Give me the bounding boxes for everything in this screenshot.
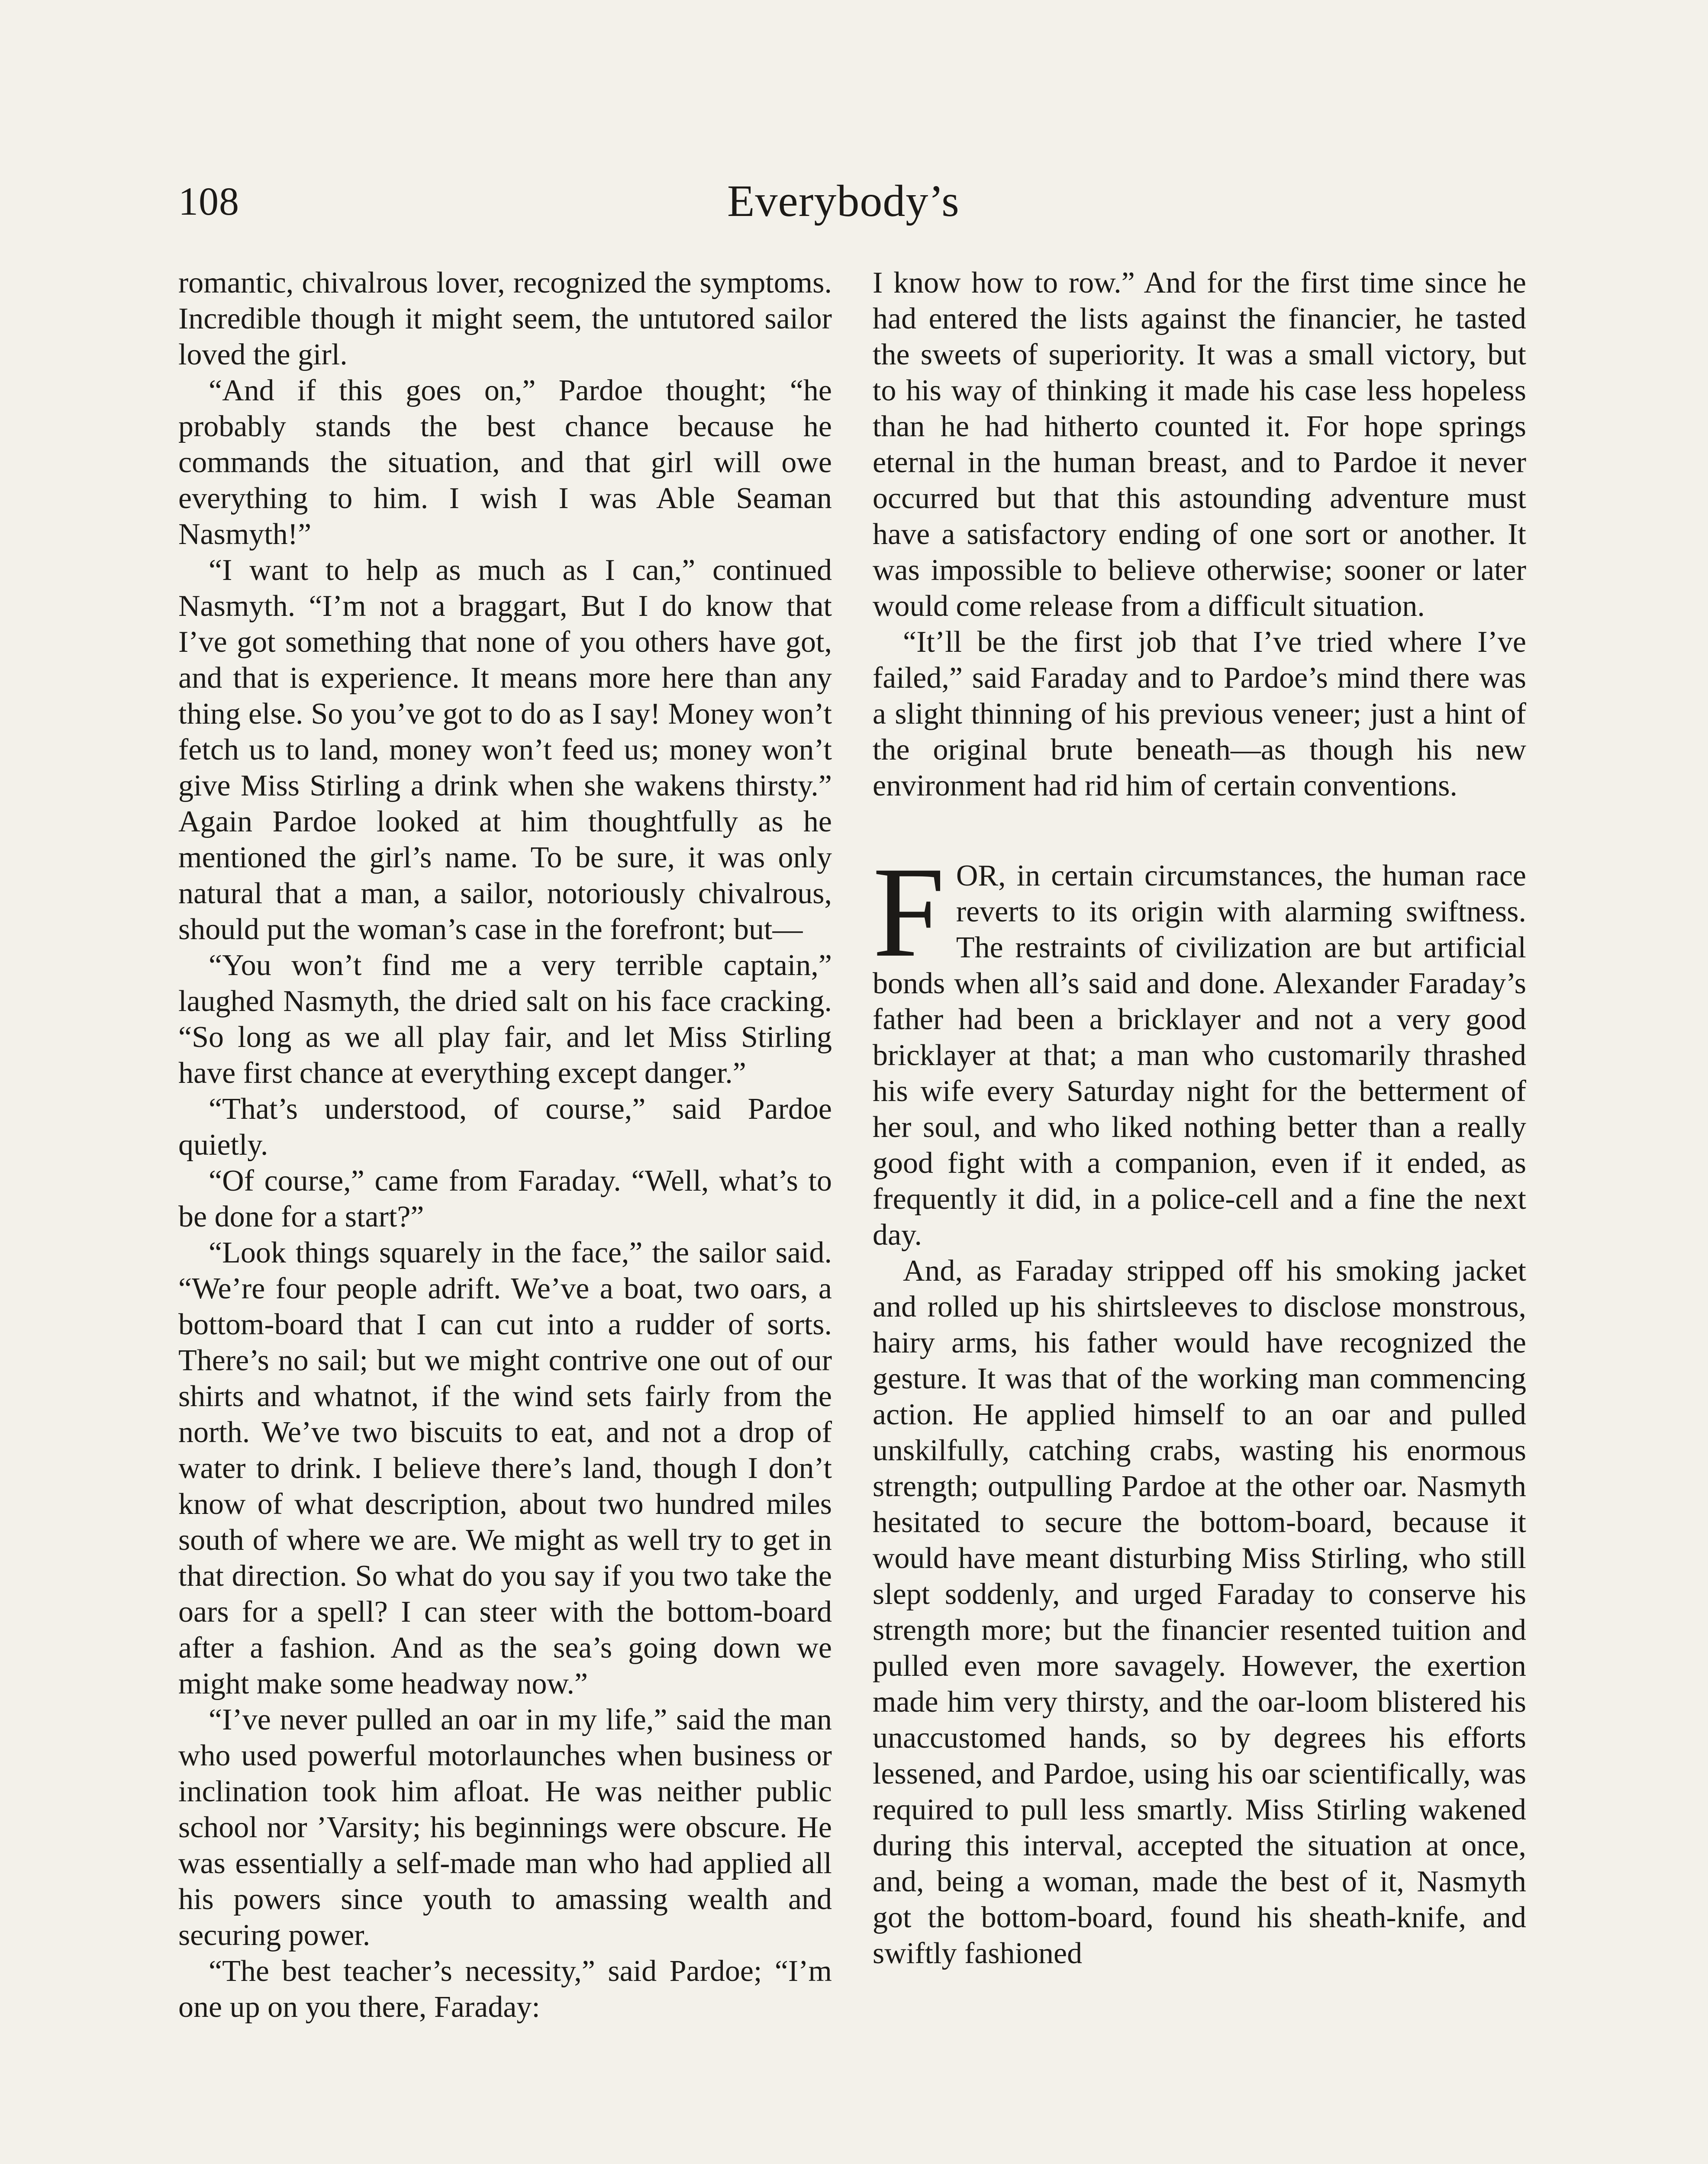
- page-number: 108: [178, 179, 239, 223]
- paragraph: “The best teacher’s necessity,” said Pardoe; “I’m one up on you there, Faraday:: [178, 1955, 832, 2024]
- section-opening-text: OR, in certain circumstances, the human race reverts to its origin with alarming swiftness. The restraints of civilization are but artificial bonds when all’s said and done. Alexander Faraday’s father had been a bricklayer and not a very good bricklayer at that; a man who customarily thrashed his wife every Saturday night for the betterment of her soul, and who liked nothing better than a really good fight with a companion, even if it ended, as frequently it did, in a police-cell and a fine the next day.: [873, 859, 1526, 1252]
- paragraph: And, as Faraday stripped off his smoking jacket and rolled up his shirtsleeves to disclose monstrous, hairy arms, his father would have recognized the gesture. It was that of the working man commencing action. He applied himself to an oar and pulled unskilfully, catching crabs, wasting his enormous strength; outpulling Pardoe at the other oar. Nasmyth hesitated to secure the bottom-board, because it would have meant disturbing Miss Stirling, who still slept soddenly, and urged Faraday to conserve his strength more; but the financier resented tuition and pulled even more savagely. However, the exertion made him very thirsty, and the oar-loom blistered his unaccustomed hands, so by degrees his efforts lessened, and Pardoe, using his oar scientifically, was required to pull less smartly. Miss Stirling wakened during this interval, accepted the situation at once, and, being a woman, made the best of it, Nasmyth got the bottom-board, found his sheath-knife, and swiftly fashioned: [873, 1254, 1526, 1970]
- paragraph: “You won’t find me a very terrible captain,” laughed Nasmyth, the dried salt on his face cracking. “So long as we all play fair, and let Miss Stirling have first chance at everything except danger.”: [178, 949, 832, 1090]
- paragraph: “It’ll be the first job that I’ve tried where I’ve failed,” said Faraday and to Pardoe’s mind there was a slight thinning of his previous veneer; just a hint of the original brute beneath—as though his new environment had rid him of certain conventions.: [873, 625, 1526, 802]
- running-title: Everybody’s: [727, 176, 960, 226]
- paragraph: “I’ve never pulled an oar in my life,” said the man who used powerful motorlaunches when business or inclination took him afloat. He was neither public school nor ’Varsity; his beginnings were obscure. He was essentially a self-made man who had applied all his powers since youth to amassing wealth and securing power.: [178, 1703, 832, 1952]
- section-opening-paragraph: [873, 840, 1526, 1253]
- section-break: [873, 804, 1526, 858]
- paragraph: “Look things squarely in the face,” the sailor said. “We’re four people adrift. We’ve a boat, two oars, a bottom-board that I can cut into a rudder of sorts. There’s no sail; but we might contrive one out of our shirts and whatnot, if the wind sets fairly from the north. We’ve two biscuits to eat, and not a drop of water to drink. I believe there’s land, though I don’t know of what description, about two hundred miles south of where we are. We might as well try to get in that direction. So what do you say if you two take the oars for a spell? I can steer with the bottom-board after a fashion. And as the sea’s going down we might make some headway now.”: [178, 1236, 832, 1700]
- right-column: [873, 265, 1526, 1971]
- paragraph: romantic, chivalrous lover, recognized the symptoms. Incredible though it might seem, the untutored sailor loved the girl.: [178, 266, 832, 371]
- paragraph: I know how to row.” And for the first time since he had entered the lists against the financier, he tasted the sweets of superiority. It was a small victory, but to his way of thinking it made his case less hopeless than he had hitherto counted it. For hope springs eternal in the human breast, and to Pardoe it never occurred but that this astounding adventure must have a satisfactory ending of one sort or another. It was impossible to believe otherwise; sooner or later would come release from a difficult situation.: [873, 266, 1526, 623]
- drop-cap: F: [873, 840, 945, 984]
- paragraph: “I want to help as much as I can,” continued Nasmyth. “I’m not a braggart, But I do know that I’ve got something that none of you others have got, and that is experience. It means more here than any thing else. So you’ve got to do as I say! Money won’t fetch us to land, money won’t feed us; money won’t give Miss Stirling a drink when she wakens thirsty.” Again Pardoe looked at him thoughtfully as he mentioned the girl’s name. To be sure, it was only natural that a man, a sailor, notoriously chivalrous, should put the woman’s case in the forefront; but—: [178, 554, 832, 946]
- paragraph: “That’s understood, of course,” said Pardoe quietly.: [178, 1092, 832, 1162]
- page-header: [0, 175, 1708, 227]
- paragraph: “And if this goes on,” Pardoe thought; “he probably stands the best chance because he commands the situation, and that girl will owe everything to him. I wish I was Able Seaman Nasmyth!”: [178, 374, 832, 551]
- left-column: [178, 265, 832, 2025]
- paragraph: “Of course,” came from Faraday. “Well, what’s to be done for a start?”: [178, 1164, 832, 1233]
